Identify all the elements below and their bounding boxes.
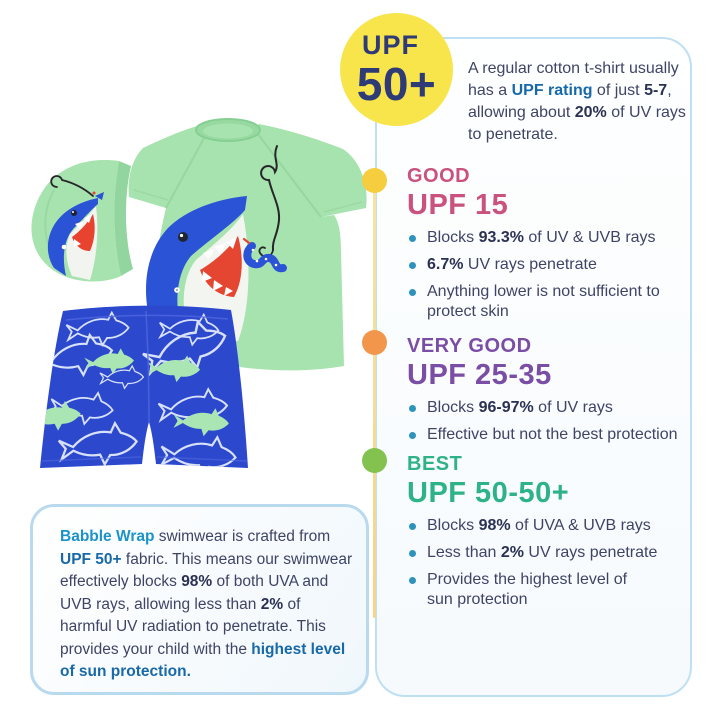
section-good-bullets <box>407 228 685 322</box>
bullet-text: Less than 2% UV rays penetrate <box>427 544 658 561</box>
bullet-dot-icon <box>409 262 416 269</box>
bullet-dot-icon <box>409 523 416 530</box>
section-good <box>407 164 685 329</box>
bullet-dot-icon <box>409 289 416 296</box>
bullet-text: Effective but not the best protection <box>427 426 678 443</box>
timeline-marker-good <box>362 168 387 193</box>
bullet-dot-icon <box>409 550 416 557</box>
bullet-text: 6.7% UV rays penetrate <box>427 256 597 273</box>
babble-text: Babble Wrap swimwear is crafted from UPF 50+ fabric. This means our swimwear effectively blocks 98% of both UVA and UVB rays, allowing less than 2% of harmful UV radiation to penetrate. This provides your child with the highest level of sun protection. <box>60 528 353 680</box>
bullet-item <box>407 398 685 418</box>
swim-cap-illustration <box>31 160 133 282</box>
bullet-text: Anything lower is not sufficient to protect skin <box>427 283 660 320</box>
bullet-item <box>407 516 685 536</box>
timeline-marker-very-good <box>362 330 387 355</box>
bullet-item <box>407 543 685 563</box>
section-best-label: BEST <box>407 453 463 475</box>
section-very-good <box>407 334 685 452</box>
bullet-text: Provides the highest level of sun protection <box>427 571 628 608</box>
timeline-marker-best <box>362 448 387 473</box>
upf-badge <box>340 13 453 126</box>
section-very-good-bullets <box>407 398 685 445</box>
section-best <box>407 452 685 617</box>
bullet-item <box>407 570 685 610</box>
tshirt-illustration <box>129 119 367 370</box>
bullet-item <box>407 228 685 248</box>
bullet-text: Blocks 96-97% of UV rays <box>427 399 613 416</box>
bullet-text: Blocks 93.3% of UV & UVB rays <box>427 229 656 246</box>
badge-upf-label: UPF <box>362 30 419 60</box>
babble-box <box>30 504 369 695</box>
shorts-illustration <box>24 306 248 477</box>
bullet-dot-icon <box>409 235 416 242</box>
section-very-good-range: UPF 25-35 <box>407 359 552 391</box>
bullet-dot-icon <box>409 577 416 584</box>
bullet-item <box>407 282 685 322</box>
section-best-bullets <box>407 516 685 610</box>
intro-text: A regular cotton t-shirt usually has a UPF rating of just 5-7, allowing about 20% of UV rays to penetrate. <box>468 60 686 143</box>
badge-rating-value: 50+ <box>356 58 437 110</box>
bullet-item <box>407 255 685 275</box>
bullet-text: Blocks 98% of UVA & UVB rays <box>427 517 651 534</box>
section-good-label: GOOD <box>407 165 471 187</box>
section-best-range: UPF 50-50+ <box>407 477 570 509</box>
bullet-dot-icon <box>409 432 416 439</box>
timeline-line <box>373 178 376 618</box>
bullet-dot-icon <box>409 405 416 412</box>
section-very-good-label: VERY GOOD <box>407 335 532 357</box>
section-good-range: UPF 15 <box>407 189 509 221</box>
bullet-item <box>407 425 685 445</box>
